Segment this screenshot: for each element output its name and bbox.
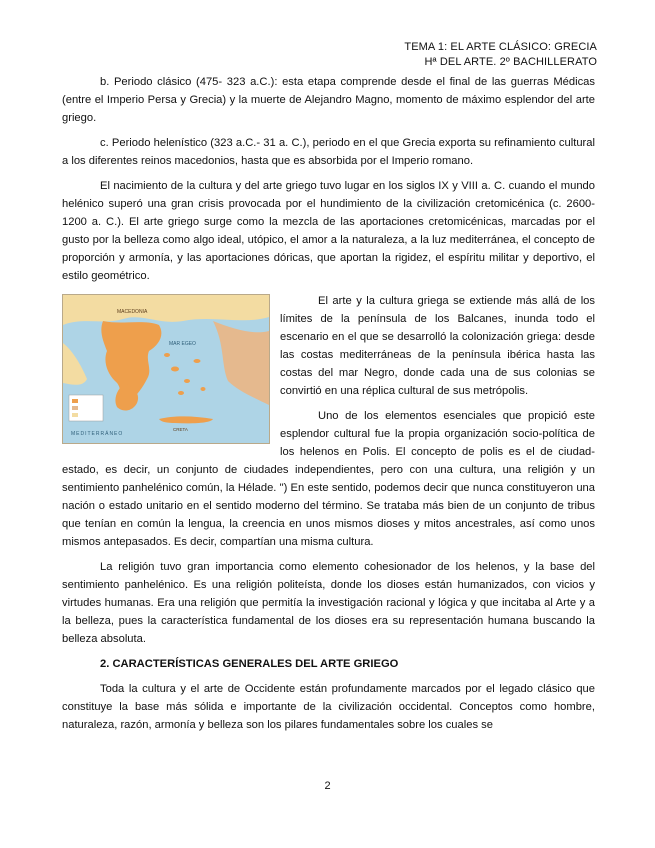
map-label-egeo: MAR EGEO bbox=[169, 341, 196, 347]
paragraph-religion: La religión tuvo gran importancia como elemento cohesionador de los helenos, y la base del sentimiento panhelénico. Es una religión politeísta, donde los dioses están humanizados, con vicios y virtudes humanas. Era una religión que permitía la investigación racional y lógica y que incitaba al Arte y a la belleza, pues la característica fundamental de los dioses era su representación humana buscando la belleza absoluta. bbox=[62, 561, 595, 645]
header-course: Hª DEL ARTE. 2º BACHILLERATO bbox=[424, 56, 597, 68]
paragraph-periodo-clasico: b. Periodo clásico (475- 323 a.C.): esta etapa comprende desde el final de las guerras Médicas (entre el Imperio Persa y Grecia) y la muerte de Alejandro Magno, momento de máximo esplendor del arte griego. bbox=[62, 76, 595, 124]
header-topic: TEMA 1: EL ARTE CLÁSICO: GRECIA bbox=[404, 41, 597, 53]
paragraph-nacimiento: El nacimiento de la cultura y del arte griego tuvo lugar en los siglos IX y VIII a. C. cuando el mundo helénico superó una gran crisis provocada por el hundimiento de la civilización cretomicénica (c. 2600- 1200 a. C.). El arte griego surge como la mezcla de las aportaciones cretomicénicas, marcadas por el gusto por la belleza como algo ideal, utópico, el amor a la naturaleza, a la luz mediterránea, el concepto de proporción y armonía, y las aportaciones dóricas, que aportan la rigidez, el espíritu militar y deportivo, el estilo geométrico. bbox=[62, 180, 595, 282]
paragraph-extiende: El arte y la cultura griega se extiende más allá de los límites de la península de los Balcanes, inunda todo el escenario en el que se desarrolló la colonización griega: desde las costas mediterráneas de la península ibérica hasta las costas del mar Negro, donde cada una de sus colonias se convirtió en una réplica cultural de sus metrópolis. bbox=[280, 295, 595, 397]
body-text bbox=[62, 73, 595, 734]
map-label-creta: CRETA bbox=[173, 427, 188, 432]
paragraph-periodo-helenistico: c. Periodo helenístico (323 a.C.- 31 a. C.), periodo en el que Grecia exporta su refinamiento cultural a los diferentes reinos macedonios, hasta que es absorbida por el Imperio romano. bbox=[62, 137, 595, 167]
page-header bbox=[404, 40, 597, 70]
section-heading: 2. CARACTERÍSTICAS GENERALES DEL ARTE GRIEGO bbox=[100, 658, 399, 670]
paragraph-polis: Uno de los elementos esenciales que propició este esplendor cultural fue la propia organización socio-política de los helenos en Polis. El concepto de polis es el de ciudad-estado, es decir, un conjunto de ciudades independientes, pero con una cultura, una religión y un sentimiento panhelénico común, la Hélade. ") En este sentido, podemos decir que nunca constituyeron una nación o estado unitario en el sentido moderno del término. Se trataba más bien de un conjunto de tribus que tenían en común la lengua, la creencia en unos mismos dioses y mitos ancestrales, así como unos mismos antepasados. Es decir, compartían una misma cultura. bbox=[62, 410, 595, 548]
map-label-mediterraneo: MEDITERRÁNEO bbox=[71, 431, 124, 437]
map-label-macedonia: MACEDONIA bbox=[117, 309, 148, 315]
greece-map-image bbox=[62, 294, 270, 444]
page-number: 2 bbox=[324, 780, 331, 792]
paragraph-occidente: Toda la cultura y el arte de Occidente están profundamente marcados por el legado clásico que constituye la base más sólida e importante de la civilización occidental. Conceptos como hombre, naturaleza, razón, armonía y belleza son los pilares fundamentales sobre los cuales se bbox=[62, 683, 595, 731]
